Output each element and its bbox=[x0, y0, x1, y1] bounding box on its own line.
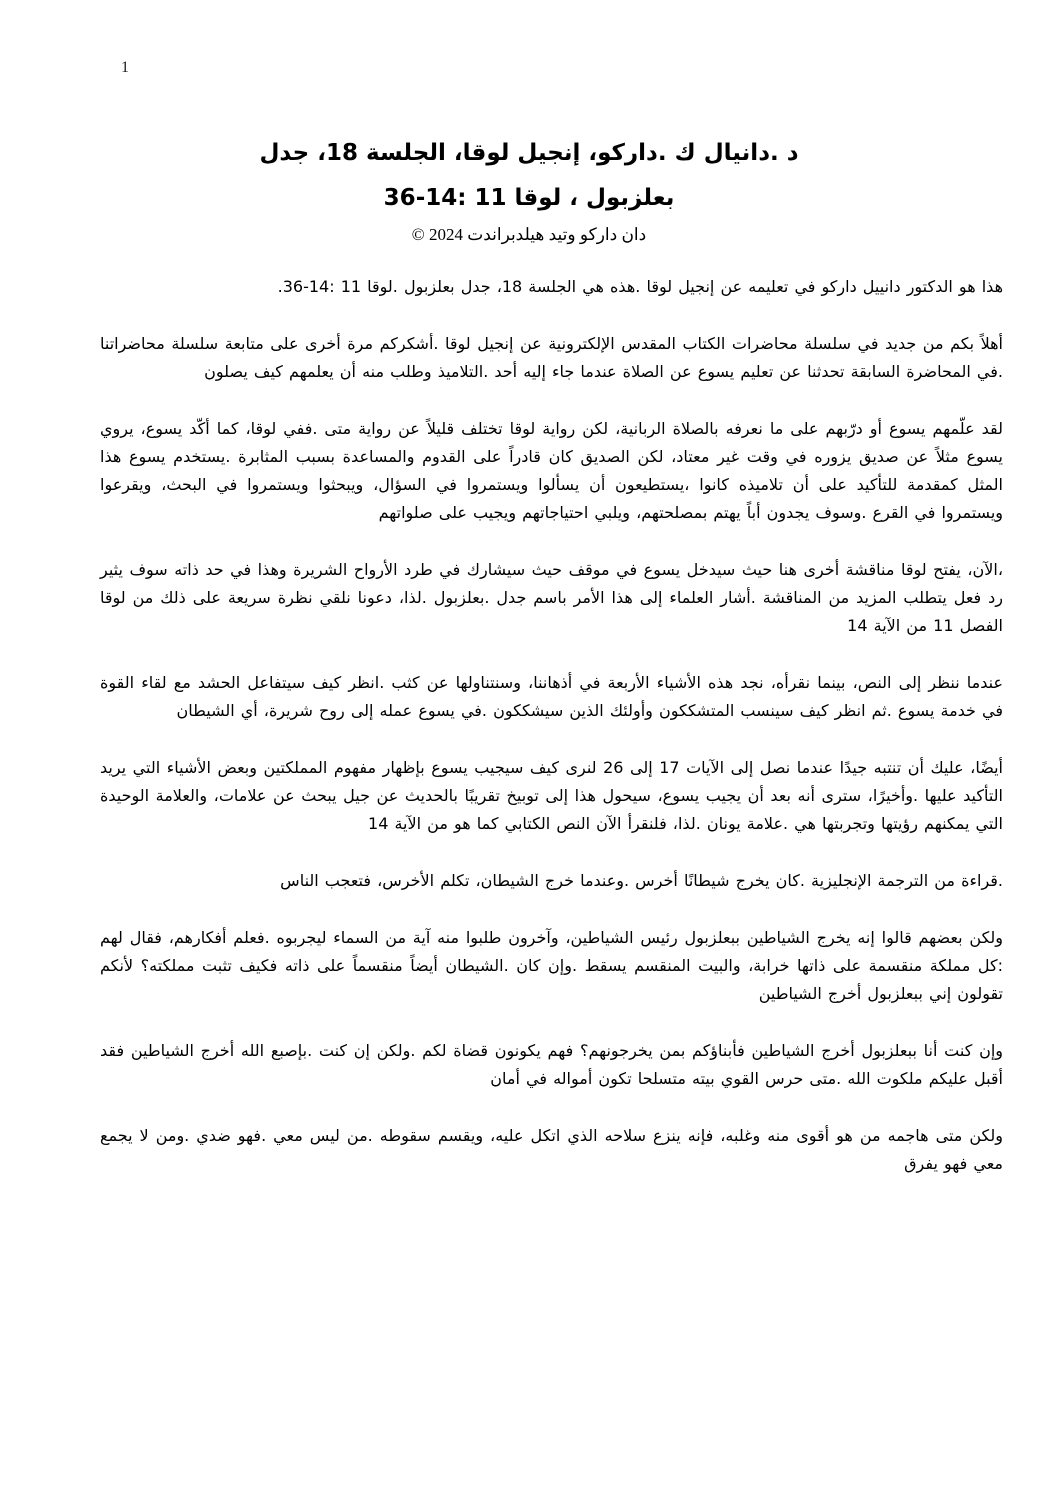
paragraph-strong-man: ولكن متى هاجمه من هو أقوى منه وغلبه، فإنه ينزع سلاحه الذي اتكل عليه، ويقسم سقوطه .من ليس معي .فهو ضدي .ومن لا يجمع معي فهو يفرق bbox=[100, 1126, 1003, 1173]
paragraph-lords-prayer: لقد علّمهم يسوع أو درّبهم على ما نعرفه بالصلاة الربانية، لكن رواية لوقا تختلف قليلاً عن رواية متى .ففي لوقا، كما أكّد يسوع، يروي يسوع مثلاً عن صديق يزوره في وقت غير معتاد، لكن الصديق كان قادراً على القدوم والمساعدة بسبب المثابرة .يستخدم يسوع هذا المثل كمقدمة للتأكيد على أن تلاميذه كانوا ،يستطيعون أن يسألوا ويستمروا في السؤال، ويبحثوا ويستمروا في البحث، ويقرعوا ويستمروا في القرع .وسوف يجدون أباً يهتم بمصلحتهم، ويلبي احتياجاتهم ويجيب على صلواتهم bbox=[100, 419, 1003, 522]
paragraph-finger-of-god: وإن كنت أنا ببعلزبول أخرج الشياطين فأبناؤكم بمن يخرجونهم؟ فهم يكونون قضاة لكم .ولكن إن كنت .بإصبع الله أخرج الشياطين فقد أقبل عليكم ملكوت الله .متى حرس القوي بيته متسلحا تكون أمواله في أمان bbox=[100, 1041, 1003, 1088]
paragraph-reading: .قراءة من الترجمة الإنجليزية .كان يخرج شيطانًا أخرس .وعندما خرج الشيطان، تكلم الأخرس، فتعجب الناس bbox=[280, 871, 1003, 890]
paragraph-verses-17-26: أيضًا، عليك أن تنتبه جيدًا عندما نصل إلى الآيات 17 إلى 26 لنرى كيف سيجيب يسوع بإظهار مفهوم المملكتين وبعض الأشياء التي يريد التأكيد عليها .وأخيرًا، سترى أنه بعد أن يجيب يسوع، سيحول هذا إلى توبيخ تقريبًا بالحديث عن جيل يبحث عن علامات، والعلامة الوحيدة التي يمكنهم رؤيتها وتجربتها هي .علامة يونان .لذا، فلنقرأ الآن النص الكتابي كما هو من الآية 14 bbox=[100, 758, 1003, 833]
document-header bbox=[0, 0, 1058, 248]
document-title-line-2: بعلزبول ، لوقا 11 :14-36 bbox=[383, 185, 675, 211]
paragraph-four-things: عندما ننظر إلى النص، بينما نقرأه، نجد هذه الأشياء الأربعة في أذهاننا، وسنتناولها عن كثب .انظر كيف سيتفاعل الحشد مع لقاء القوة في خدمة يسوع .ثم انظر كيف سينسب المتشككون وأولئك الذين سيشككون .في يسوع عمله إلى روح شريرة، أي الشيطان bbox=[100, 673, 1003, 720]
paragraph-intro: هذا هو الدكتور دانييل داركو في تعليمه عن إنجيل لوقا .هذه هي الجلسة 18، جدل بعلزبول .لوقا 11 :14-36. bbox=[277, 277, 1003, 296]
paragraph-beelzebul: ولكن بعضهم قالوا إنه يخرج الشياطين ببعلزبول رئيس الشياطين، وآخرون طلبوا منه آية من السماء ليجربوه .فعلم أفكارهم، فقال لهم :كل مملكة منقسمة على ذاتها خرابة، والبيت المنقسم يسقط .وإن كان .الشيطان أيضاً منقسماً على ذاته فكيف تثبت مملكته؟ لأنكم تقولون إني ببعلزبول أخرج الشياطين bbox=[100, 928, 1003, 1003]
page-number: 1 bbox=[121, 59, 129, 76]
copyright-line: دان داركو وتيد هيلدبراندت 2024 © bbox=[411, 225, 647, 244]
document-title-line-1: د .دانيال ك .داركو، إنجيل لوقا، الجلسة 18، جدل bbox=[259, 140, 799, 166]
paragraph-new-debate: ،الآن، يفتح لوقا مناقشة أخرى هنا حيث سيدخل يسوع في موقف حيث سيشارك في طرد الأرواح الشريرة وهذا في حد ذاته سوف يثير رد فعل يتطلب المزيد من المناقشة .أشار العلماء إلى هذا الأمر باسم جدل .بعلزبول .لذا، دعونا نلقي نظرة سريعة على ذلك من لوقا الفصل 11 من الآية 14 bbox=[100, 560, 1003, 635]
paragraph-welcome: أهلاً بكم من جديد في سلسلة محاضرات الكتاب المقدس الإلكترونية عن إنجيل لوقا .أشكركم مرة أخرى على متابعة سلسلة محاضراتنا .في المحاضرة السابقة تحدثنا عن تعليم يسوع عن الصلاة عندما جاء إليه أحد .التلاميذ وطلب منه أن يعلمهم كيف يصلون bbox=[100, 334, 1003, 381]
document-body bbox=[0, 273, 1058, 1178]
